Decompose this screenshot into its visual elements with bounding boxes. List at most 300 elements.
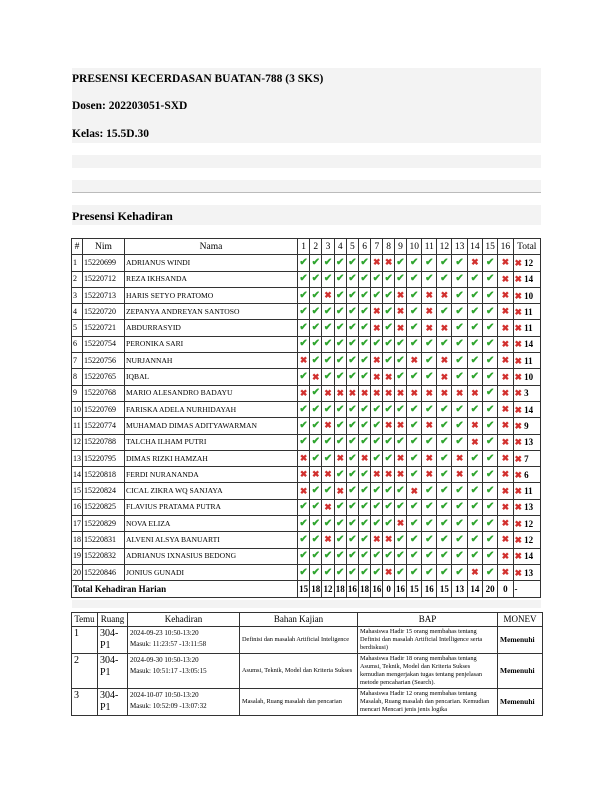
meeting-topic: Asumsi, Teknik, Model dan Kriteria Sukses xyxy=(240,654,358,689)
present-check-icon: ✔ xyxy=(425,338,434,350)
attendance-cell xyxy=(346,418,358,434)
absent-cross-icon: ✖ xyxy=(501,534,510,545)
absent-cross-icon: ✖ xyxy=(501,306,510,317)
attendance-cell xyxy=(371,564,383,580)
table-row xyxy=(72,564,541,580)
present-check-icon: ✔ xyxy=(299,533,308,545)
present-check-icon: ✔ xyxy=(384,517,393,529)
attendance-cell xyxy=(394,483,406,499)
present-check-icon: ✔ xyxy=(360,468,369,480)
present-check-icon: ✔ xyxy=(455,371,464,383)
present-check-icon: ✔ xyxy=(384,273,393,285)
attendance-cell xyxy=(322,287,334,303)
attendance-cell xyxy=(383,336,394,352)
attendance-cell xyxy=(498,467,513,483)
attendance-cell xyxy=(383,499,394,515)
col-meeting-9: 9 xyxy=(394,239,406,255)
present-check-icon: ✔ xyxy=(425,517,434,529)
absent-cross-icon: ✖ xyxy=(410,355,418,366)
attendance-cell xyxy=(483,353,498,369)
daily-total-value: 15 xyxy=(437,581,452,597)
present-check-icon: ✔ xyxy=(348,468,357,480)
attendance-cell xyxy=(310,320,322,336)
student-name: DIMAS RIZKI HAMZAH xyxy=(125,450,298,466)
absent-cross-icon: ✖ xyxy=(324,469,332,480)
col-meeting-16: 16 xyxy=(498,239,513,255)
present-check-icon: ✔ xyxy=(485,387,495,399)
present-check-icon: ✔ xyxy=(348,289,357,301)
student-no: 14 xyxy=(72,467,83,483)
attendance-cell xyxy=(483,336,498,352)
lecturer-label: Dosen: 202203051-SXD xyxy=(72,100,188,112)
meeting-number: 2 xyxy=(72,654,98,689)
attendance-cell xyxy=(483,271,498,287)
present-check-icon: ✔ xyxy=(440,485,449,497)
student-total-value: 12 xyxy=(524,518,534,529)
attendance-cell xyxy=(371,434,383,450)
spacer-band xyxy=(72,155,541,168)
absent-cross-icon: ✖ xyxy=(410,485,418,496)
present-check-icon: ✔ xyxy=(485,322,495,334)
present-check-icon: ✔ xyxy=(336,566,345,578)
attendance-cell xyxy=(359,336,371,352)
attendance-cell xyxy=(498,418,513,434)
absent-cross-icon: ✖ xyxy=(501,485,510,496)
present-check-icon: ✔ xyxy=(384,501,393,513)
present-check-icon: ✔ xyxy=(311,354,320,366)
attendance-cell xyxy=(322,548,334,564)
student-nim: 15220824 xyxy=(83,483,125,499)
table-row xyxy=(72,467,541,483)
present-check-icon: ✔ xyxy=(440,517,449,529)
present-check-icon: ✔ xyxy=(323,371,333,383)
present-check-icon: ✔ xyxy=(410,533,419,545)
present-check-icon: ✔ xyxy=(425,550,434,562)
meeting-col-bahan-kajian: Bahan Kajian xyxy=(240,613,358,627)
attendance-cell xyxy=(483,287,498,303)
student-total xyxy=(513,450,540,466)
attendance-cell xyxy=(394,450,406,466)
present-check-icon: ✔ xyxy=(455,354,464,366)
absent-cross-icon: ✖ xyxy=(501,290,510,301)
attendance-cell xyxy=(298,385,310,401)
absent-cross-icon: ✖ xyxy=(514,486,523,497)
absent-cross-icon: ✖ xyxy=(514,518,523,529)
attendance-cell xyxy=(371,532,383,548)
daily-total-value: 18 xyxy=(359,581,371,597)
attendance-cell xyxy=(298,548,310,564)
attendance-cell xyxy=(310,467,322,483)
attendance-cell xyxy=(437,304,452,320)
absent-cross-icon: ✖ xyxy=(384,371,393,382)
present-check-icon: ✔ xyxy=(455,322,464,334)
absent-cross-icon: ✖ xyxy=(514,323,523,334)
present-check-icon: ✔ xyxy=(470,305,480,317)
attendance-cell xyxy=(394,499,406,515)
attendance-cell xyxy=(437,401,452,417)
attendance-cell xyxy=(322,353,334,369)
attendance-cell xyxy=(383,434,394,450)
absent-cross-icon: ✖ xyxy=(348,387,357,398)
attendance-cell xyxy=(298,287,310,303)
attendance-cell xyxy=(346,450,358,466)
present-check-icon: ✔ xyxy=(425,533,434,545)
attendance-cell xyxy=(407,450,422,466)
student-total-value: 13 xyxy=(524,567,534,578)
student-total-value: 14 xyxy=(524,274,534,285)
present-check-icon: ✔ xyxy=(323,566,333,578)
present-check-icon: ✔ xyxy=(410,550,419,562)
attendance-cell xyxy=(422,255,437,271)
student-no: 7 xyxy=(72,353,83,369)
absent-cross-icon: ✖ xyxy=(514,306,523,317)
attendance-cell xyxy=(298,532,310,548)
present-check-icon: ✔ xyxy=(348,566,357,578)
present-check-icon: ✔ xyxy=(485,305,495,317)
attendance-cell xyxy=(498,516,513,532)
attendance-cell xyxy=(422,450,437,466)
present-check-icon: ✔ xyxy=(425,403,434,415)
attendance-cell xyxy=(359,320,371,336)
spacer-band-3 xyxy=(72,600,541,608)
col-meeting-2: 2 xyxy=(310,239,322,255)
present-check-icon: ✔ xyxy=(311,419,320,431)
attendance-cell xyxy=(467,385,482,401)
student-total-value: 10 xyxy=(524,290,534,301)
attendance-cell xyxy=(422,320,437,336)
absent-cross-icon: ✖ xyxy=(501,273,510,284)
student-total xyxy=(513,271,540,287)
present-check-icon: ✔ xyxy=(470,533,480,545)
attendance-cell xyxy=(334,450,346,466)
present-check-icon: ✔ xyxy=(323,550,333,562)
attendance-cell xyxy=(467,564,482,580)
absent-cross-icon: ✖ xyxy=(501,355,510,366)
present-check-icon: ✔ xyxy=(311,289,320,301)
daily-total-value: 18 xyxy=(310,581,322,597)
meeting-row xyxy=(72,689,543,716)
attendance-cell xyxy=(298,320,310,336)
attendance-cell xyxy=(322,450,334,466)
meeting-room: 304-P1 xyxy=(98,654,128,689)
attendance-cell xyxy=(359,548,371,564)
present-check-icon: ✔ xyxy=(372,419,382,431)
attendance-cell xyxy=(383,304,394,320)
attendance-cell xyxy=(371,287,383,303)
student-name: MUHAMAD DIMAS ADITYAWARMAN xyxy=(125,418,298,434)
attendance-cell xyxy=(422,516,437,532)
student-name: MARIO ALESANDRO BADAYU xyxy=(125,385,298,401)
absent-cross-icon: ✖ xyxy=(396,518,405,529)
student-name: PERONIKA SARI xyxy=(125,336,298,352)
student-nim: 15220795 xyxy=(83,450,125,466)
student-no: 1 xyxy=(72,255,83,271)
attendance-cell xyxy=(310,336,322,352)
attendance-cell xyxy=(346,320,358,336)
present-check-icon: ✔ xyxy=(410,371,419,383)
present-check-icon: ✔ xyxy=(425,485,434,497)
absent-cross-icon: ✖ xyxy=(514,290,523,301)
attendance-cell xyxy=(383,353,394,369)
attendance-cell xyxy=(452,532,467,548)
student-total xyxy=(513,483,540,499)
attendance-cell xyxy=(383,271,394,287)
present-check-icon: ✔ xyxy=(323,256,333,268)
absent-cross-icon: ✖ xyxy=(336,485,344,496)
attendance-cell xyxy=(359,450,371,466)
meeting-col-ruang: Ruang xyxy=(98,613,128,627)
attendance-cell xyxy=(334,516,346,532)
present-check-icon: ✔ xyxy=(348,403,357,415)
present-check-icon: ✔ xyxy=(372,273,382,285)
absent-cross-icon: ✖ xyxy=(384,420,393,431)
col-meeting-5: 5 xyxy=(346,239,358,255)
col-meeting-14: 14 xyxy=(467,239,482,255)
present-check-icon: ✔ xyxy=(311,403,320,415)
student-name: ADRIANUS WINDI xyxy=(125,255,298,271)
attendance-cell xyxy=(422,369,437,385)
present-check-icon: ✔ xyxy=(485,371,495,383)
present-check-icon: ✔ xyxy=(323,305,333,317)
present-check-icon: ✔ xyxy=(299,436,308,448)
attendance-cell xyxy=(483,499,498,515)
attendance-cell xyxy=(437,483,452,499)
attendance-cell xyxy=(422,287,437,303)
attendance-cell xyxy=(298,255,310,271)
daily-total-value: 16 xyxy=(394,581,406,597)
present-check-icon: ✔ xyxy=(336,338,345,350)
student-nim: 15220825 xyxy=(83,499,125,515)
present-check-icon: ✔ xyxy=(410,289,419,301)
meeting-report: Mahasiswa Hadir 15 orang membahas tentang Definisi dan masalah Artificial Intelligence serta berdiskusi) xyxy=(358,627,498,654)
col-meeting-8: 8 xyxy=(383,239,394,255)
table-row xyxy=(72,516,541,532)
present-check-icon: ✔ xyxy=(440,468,449,480)
attendance-cell xyxy=(437,467,452,483)
student-no: 20 xyxy=(72,564,83,580)
absent-cross-icon: ✖ xyxy=(396,453,405,463)
absent-cross-icon: ✖ xyxy=(471,387,479,398)
absent-cross-icon: ✖ xyxy=(501,501,510,512)
present-check-icon: ✔ xyxy=(336,305,345,317)
daily-total-value: 16 xyxy=(371,581,383,597)
present-check-icon: ✔ xyxy=(440,550,449,562)
present-check-icon: ✔ xyxy=(311,566,320,578)
absent-cross-icon: ✖ xyxy=(396,306,405,317)
attendance-cell xyxy=(383,532,394,548)
attendance-cell xyxy=(359,499,371,515)
present-check-icon: ✔ xyxy=(396,403,405,415)
attendance-cell xyxy=(346,564,358,580)
attendance-cell xyxy=(359,564,371,580)
absent-cross-icon: ✖ xyxy=(501,567,510,578)
present-check-icon: ✔ xyxy=(323,517,333,529)
attendance-cell xyxy=(334,271,346,287)
present-check-icon: ✔ xyxy=(485,289,495,301)
present-check-icon: ✔ xyxy=(410,517,419,529)
student-name: HARIS SETYO PRATOMO xyxy=(125,287,298,303)
present-check-icon: ✔ xyxy=(485,566,495,578)
meeting-schedule: 2024-10-07 10:50-13:20 xyxy=(130,691,199,699)
attendance-cell xyxy=(383,418,394,434)
absent-cross-icon: ✖ xyxy=(373,371,381,382)
absent-cross-icon: ✖ xyxy=(425,387,434,398)
col-nim: Nim xyxy=(83,239,125,255)
present-check-icon: ✔ xyxy=(396,273,405,285)
attendance-cell xyxy=(346,336,358,352)
attendance-cell xyxy=(310,255,322,271)
student-name: FLAVIUS PRATAMA PUTRA xyxy=(125,499,298,515)
attendance-cell xyxy=(298,564,310,580)
attendance-cell xyxy=(483,564,498,580)
col-meeting-7: 7 xyxy=(371,239,383,255)
present-check-icon: ✔ xyxy=(299,403,308,415)
attendance-cell xyxy=(394,255,406,271)
present-check-icon: ✔ xyxy=(410,273,419,285)
present-check-icon: ✔ xyxy=(410,436,419,448)
present-check-icon: ✔ xyxy=(336,501,345,513)
attendance-cell xyxy=(394,287,406,303)
attendance-cell xyxy=(437,336,452,352)
class-label: Kelas: 15.5D.30 xyxy=(72,128,149,140)
attendance-cell xyxy=(298,516,310,532)
present-check-icon: ✔ xyxy=(455,533,464,545)
present-check-icon: ✔ xyxy=(348,354,357,366)
student-no: 11 xyxy=(72,418,83,434)
attendance-cell xyxy=(483,369,498,385)
present-check-icon: ✔ xyxy=(410,322,419,334)
absent-cross-icon: ✖ xyxy=(501,436,510,447)
attendance-cell xyxy=(498,385,513,401)
absent-cross-icon: ✖ xyxy=(514,339,523,350)
absent-cross-icon: ✖ xyxy=(501,257,510,268)
meeting-checkin: Masuk: 10:52:09 -13:07:32 xyxy=(130,702,207,710)
present-check-icon: ✔ xyxy=(336,256,345,268)
attendance-cell xyxy=(498,548,513,564)
col-meeting-1: 1 xyxy=(298,239,310,255)
absent-cross-icon: ✖ xyxy=(471,257,479,268)
attendance-cell xyxy=(359,255,371,271)
attendance-cell xyxy=(452,336,467,352)
attendance-cell xyxy=(498,483,513,499)
student-nim: 15220831 xyxy=(83,532,125,548)
student-total-value: 13 xyxy=(524,437,534,448)
present-check-icon: ✔ xyxy=(360,485,369,497)
attendance-cell xyxy=(467,434,482,450)
student-total-value: 11 xyxy=(524,355,533,366)
present-check-icon: ✔ xyxy=(311,338,320,350)
absent-cross-icon: ✖ xyxy=(410,387,418,398)
attendance-cell xyxy=(407,483,422,499)
daily-total-label: Total Kehadiran Harian xyxy=(72,581,298,597)
present-check-icon: ✔ xyxy=(485,485,495,497)
student-total xyxy=(513,564,540,580)
attendance-cell xyxy=(359,483,371,499)
student-nim: 15220713 xyxy=(83,287,125,303)
attendance-cell xyxy=(359,532,371,548)
attendance-cell xyxy=(437,516,452,532)
table-row xyxy=(72,287,541,303)
attendance-cell xyxy=(334,320,346,336)
absent-cross-icon: ✖ xyxy=(501,550,510,561)
absent-cross-icon: ✖ xyxy=(324,534,332,545)
absent-cross-icon: ✖ xyxy=(396,290,405,301)
attendance-cell xyxy=(483,483,498,499)
student-nim: 15220756 xyxy=(83,353,125,369)
table-row xyxy=(72,401,541,417)
attendance-cell xyxy=(407,499,422,515)
present-check-icon: ✔ xyxy=(440,256,449,268)
student-total xyxy=(513,320,540,336)
present-check-icon: ✔ xyxy=(311,436,320,448)
present-check-icon: ✔ xyxy=(440,533,449,545)
present-check-icon: ✔ xyxy=(299,550,308,562)
attendance-cell xyxy=(322,564,334,580)
attendance-cell xyxy=(322,336,334,352)
present-check-icon: ✔ xyxy=(410,419,419,431)
student-no: 2 xyxy=(72,271,83,287)
present-check-icon: ✔ xyxy=(299,273,308,285)
absent-cross-icon: ✖ xyxy=(299,453,308,463)
present-check-icon: ✔ xyxy=(470,371,480,383)
present-check-icon: ✔ xyxy=(455,436,464,448)
meeting-schedule: 2024-09-23 10:50-13:20 xyxy=(130,629,199,637)
meeting-attendance xyxy=(128,654,240,689)
attendance-cell xyxy=(467,255,482,271)
student-nim: 15220818 xyxy=(83,467,125,483)
absent-cross-icon: ✖ xyxy=(384,257,393,268)
attendance-cell xyxy=(407,287,422,303)
student-nim: 15220832 xyxy=(83,548,125,564)
attendance-cell xyxy=(298,418,310,434)
attendance-cell xyxy=(407,467,422,483)
attendance-cell xyxy=(394,304,406,320)
present-check-icon: ✔ xyxy=(323,485,333,497)
present-check-icon: ✔ xyxy=(384,338,393,350)
student-nim: 15220754 xyxy=(83,336,125,352)
daily-total-value: 0 xyxy=(383,581,394,597)
attendance-cell xyxy=(310,450,322,466)
absent-cross-icon: ✖ xyxy=(425,453,434,463)
present-check-icon: ✔ xyxy=(336,289,345,301)
attendance-cell xyxy=(437,353,452,369)
present-check-icon: ✔ xyxy=(372,485,382,497)
student-no: 13 xyxy=(72,450,83,466)
present-check-icon: ✔ xyxy=(348,485,357,497)
absent-cross-icon: ✖ xyxy=(501,371,510,382)
absent-cross-icon: ✖ xyxy=(514,502,523,513)
attendance-cell xyxy=(452,450,467,466)
attendance-cell xyxy=(437,564,452,580)
attendance-cell xyxy=(334,304,346,320)
attendance-cell xyxy=(467,499,482,515)
student-total-value: 3 xyxy=(524,388,529,399)
present-check-icon: ✔ xyxy=(348,517,357,529)
present-check-icon: ✔ xyxy=(323,436,333,448)
present-check-icon: ✔ xyxy=(360,305,369,317)
attendance-cell xyxy=(334,336,346,352)
attendance-cell xyxy=(310,271,322,287)
attendance-cell xyxy=(452,467,467,483)
present-check-icon: ✔ xyxy=(410,452,419,464)
absent-cross-icon: ✖ xyxy=(425,469,434,480)
student-nim: 15220699 xyxy=(83,255,125,271)
present-check-icon: ✔ xyxy=(384,485,393,497)
student-name: ALVENI ALSYA BANUARTI xyxy=(125,532,298,548)
present-check-icon: ✔ xyxy=(372,501,382,513)
attendance-cell xyxy=(371,516,383,532)
present-check-icon: ✔ xyxy=(425,501,434,513)
